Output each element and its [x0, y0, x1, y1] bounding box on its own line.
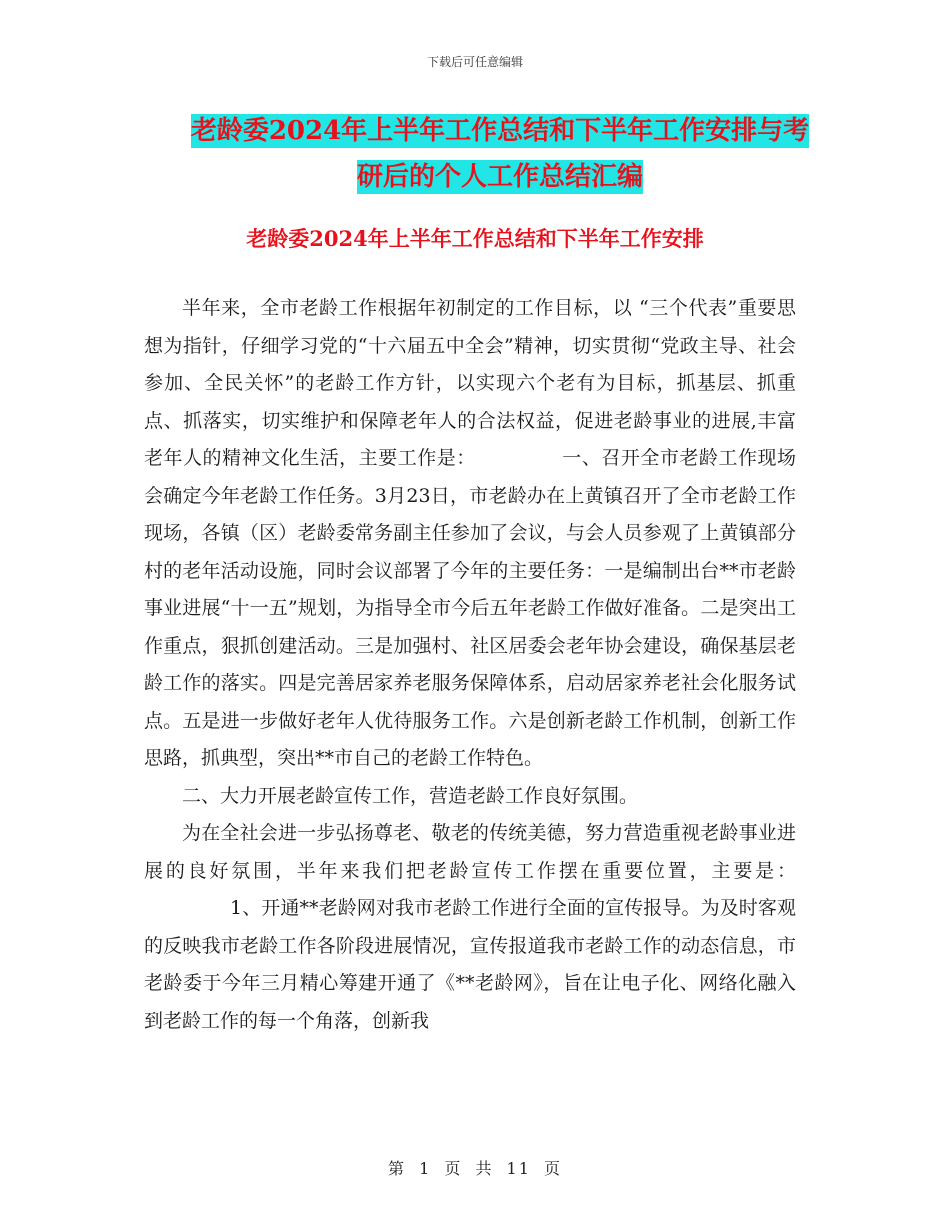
header-note: 下载后可任意编辑 [426, 55, 523, 69]
body-text [144, 290, 796, 1040]
main-title [140, 108, 860, 200]
paragraph-3 [144, 815, 796, 1040]
paragraph-3-intro: 为在全社会进一步弘扬尊老、敬老的传统美德，努力营造重视老龄事业进展的良好氛围，半年来我们把老龄宣传工作摆在重要位置，主要是： [144, 822, 796, 882]
main-title-line2: 研后的个人工作总结汇编 [356, 162, 643, 192]
paragraph-1 [144, 290, 796, 778]
paragraph-3-item: 1、开通**老龄网对我市老龄工作进行全面的宣传报导。为及时客观的反映我市老龄工作各阶段进展情况，宣传报道我市老龄工作的动态信息，市老龄委于今年三月精心筹建开通了《**老龄网》，旨在让电子化、网络化融入到老龄工作的每一个角落，创新我 [144, 897, 796, 1032]
page-footer: 第 1 页 共 11 页 [388, 1159, 562, 1178]
main-title-line1: 老龄委2024年上半年工作总结和下半年工作安排与考 [190, 116, 810, 146]
section-title: 老龄委2024年上半年工作总结和下半年工作安排 [246, 226, 704, 251]
paragraph-2: 二、大力开展老龄宣传工作，营造老龄工作良好氛围。 [182, 784, 639, 807]
paragraph-1-intro: 半年来，全市老龄工作根据年初制定的工作目标，以 “三个代表”重要思想为指针，仔细学习党的“十六届五中全会”精神，切实贯彻“党政主导、社会参加、全民关怀”的老龄工作方针，以实现六个老有为目标，抓基层、抓重点、抓落实，切实维护和保障老年人的合法权益，促进老龄事业的进展,丰富老年人的精神文化生活，主要工作是： [144, 297, 796, 469]
paragraph-1-item: 一、召开全市老龄工作现场会确定今年老龄工作任务。3月23日，市老龄办在上黄镇召开了全市老龄工作现场，各镇（区）老龄委常务副主任参加了会议，与会人员参观了上黄镇部分村的老年活动设施，同时会议部署了今年的主要任务：一是编制出台**市老龄事业进展“十一五”规划，为指导全市今后五年老龄工作做好准备。二是突出工作重点，狠抓创建活动。三是加强村、社区居委会老年协会建设，确保基层老龄工作的落实。四是完善居家养老服务保障体系，启动居家养老社会化服务试点。五是进一步做好老年人优待服务工作。六是创新老龄工作机制，创新工作思路，抓典型，突出**市自己的老龄工作特色。 [144, 447, 796, 769]
